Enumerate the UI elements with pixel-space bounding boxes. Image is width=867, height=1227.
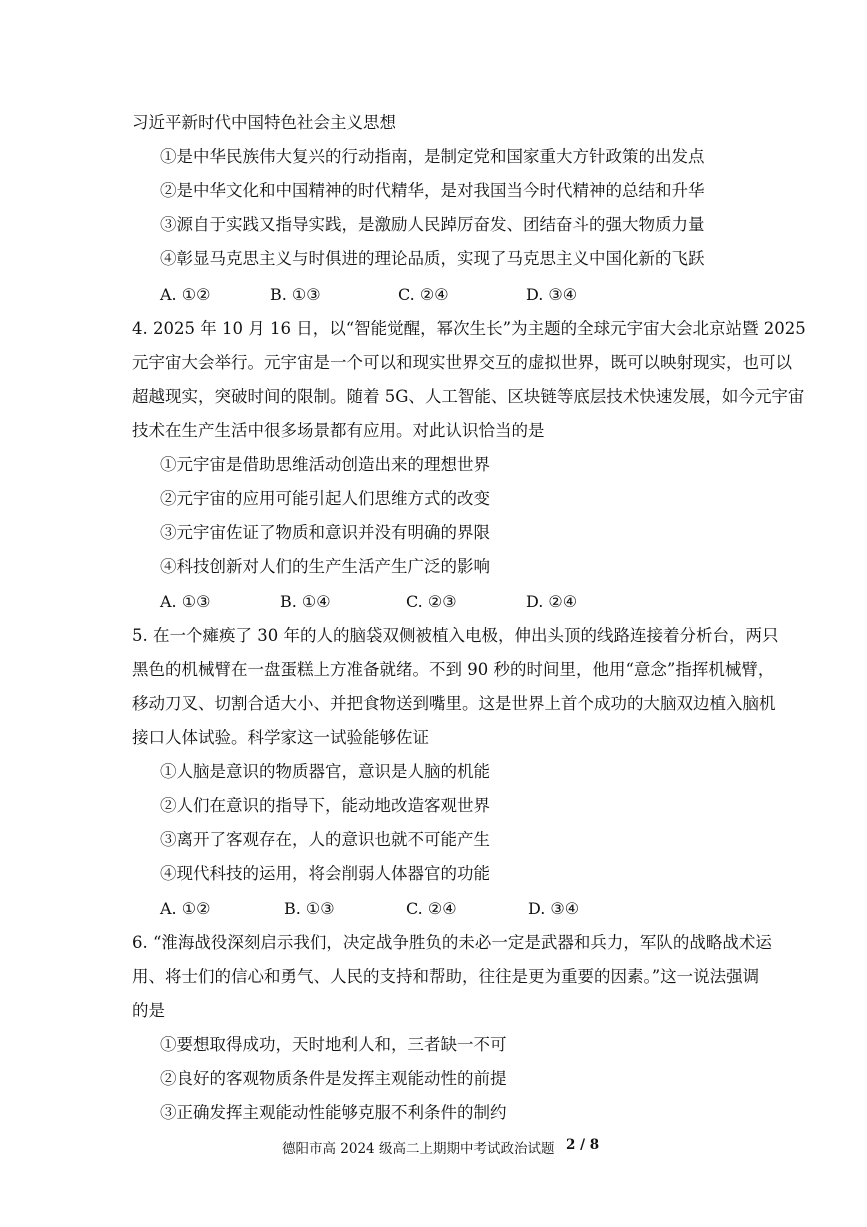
q4-stem-line-1: 4. 2025 年 10 月 16 日，以“智能觉醒，幂次生长”为主题的全球元宇宙大会北京站暨 2025 xyxy=(132,319,806,338)
q3-option-c: C. ②④ xyxy=(398,285,449,304)
q4-option-c: C. ②③ xyxy=(406,592,457,611)
q5-item-2: ②人们在意识的指导下，能动地改造客观世界 xyxy=(160,796,490,815)
q3-item-1: ①是中华民族伟大复兴的行动指南，是制定党和国家重大方针政策的出发点 xyxy=(160,147,705,166)
q5-option-a: A. ①② xyxy=(160,899,211,918)
q4-item-2: ②元宇宙的应用可能引起人们思维方式的改变 xyxy=(160,489,490,508)
q6-item-1: ①要想取得成功，天时地利人和，三者缺一不可 xyxy=(160,1035,507,1054)
q3-option-b: B. ①③ xyxy=(270,285,321,304)
q4-stem-line-2: 元宇宙大会举行。元宇宙是一个可以和现实世界交互的虚拟世界，既可以映射现实，也可以 xyxy=(132,353,792,372)
q5-stem-line-2: 黑色的机械臂在一盘蛋糕上方准备就绪。不到 90 秒的时间里，他用“意念”指挥机械臂， xyxy=(132,660,775,679)
q5-stem-line-1: 5. 在一个瘫痪了 30 年的人的脑袋双侧被植入电极，伸出头顶的线路连接着分析台，两只 xyxy=(132,626,779,645)
q4-item-1: ①元宇宙是借助思维活动创造出来的理想世界 xyxy=(160,455,490,474)
page-number: 2 / 8 xyxy=(566,1137,600,1153)
footer-exam-title: 德阳市高 2024 级高二上期期中考试政治试题 xyxy=(282,1141,555,1157)
q6-stem-line-3: 的是 xyxy=(132,1001,165,1020)
q4-item-4: ④科技创新对人们的生产生活产生广泛的影响 xyxy=(160,557,490,576)
q5-option-d: D. ③④ xyxy=(528,899,580,918)
q5-option-c: C. ②④ xyxy=(406,899,457,918)
q6-item-2: ②良好的客观物质条件是发挥主观能动性的前提 xyxy=(160,1069,507,1088)
q6-stem-line-1: 6. “淮海战役深刻启示我们，决定战争胜负的未必一定是武器和兵力，军队的战略战术运 xyxy=(132,933,772,952)
q4-stem-line-3: 超越现实，突破时间的限制。随着 5G、人工智能、区块链等底层技术快速发展，如今元宇宙 xyxy=(132,387,805,406)
q3-item-3: ③源自于实践又指导实践，是激励人民踔厉奋发、团结奋斗的强大物质力量 xyxy=(160,215,705,234)
q3-item-4: ④彰显马克思主义与时俱进的理论品质，实现了马克思主义中国化新的飞跃 xyxy=(160,249,705,268)
q4-option-b: B. ①④ xyxy=(280,592,331,611)
q3-option-a: A. ①② xyxy=(160,285,211,304)
q6-item-3: ③正确发挥主观能动性能够克服不利条件的制约 xyxy=(160,1103,507,1122)
q4-stem-line-4: 技术在生产生活中很多场景都有应用。对此认识恰当的是 xyxy=(132,421,545,440)
q4-option-a: A. ①③ xyxy=(160,592,211,611)
q5-item-1: ①人脑是意识的物质器官，意识是人脑的机能 xyxy=(160,762,490,781)
q4-option-d: D. ②④ xyxy=(526,592,578,611)
q5-stem-line-3: 移动刀叉、切割合适大小、并把食物送到嘴里。这是世界上首个成功的大脑双边植入脑机 xyxy=(132,694,776,713)
q5-option-b: B. ①③ xyxy=(284,899,335,918)
q3-item-2: ②是中华文化和中国精神的时代精华，是对我国当今时代精神的总结和升华 xyxy=(160,181,705,200)
q4-item-3: ③元宇宙佐证了物质和意识并没有明确的界限 xyxy=(160,523,490,542)
q6-stem-line-2: 用、将士们的信心和勇气、人民的支持和帮助，往往是更为重要的因素。”这一说法强调 xyxy=(132,967,760,986)
q5-item-3: ③离开了客观存在，人的意识也就不可能产生 xyxy=(160,830,490,849)
q5-item-4: ④现代科技的运用，将会削弱人体器官的功能 xyxy=(160,864,490,883)
q3-stem-tail: 习近平新时代中国特色社会主义思想 xyxy=(132,113,396,132)
q5-stem-line-4: 接口人体试验。科学家这一试验能够佐证 xyxy=(132,728,429,747)
q3-option-d: D. ③④ xyxy=(526,285,578,304)
